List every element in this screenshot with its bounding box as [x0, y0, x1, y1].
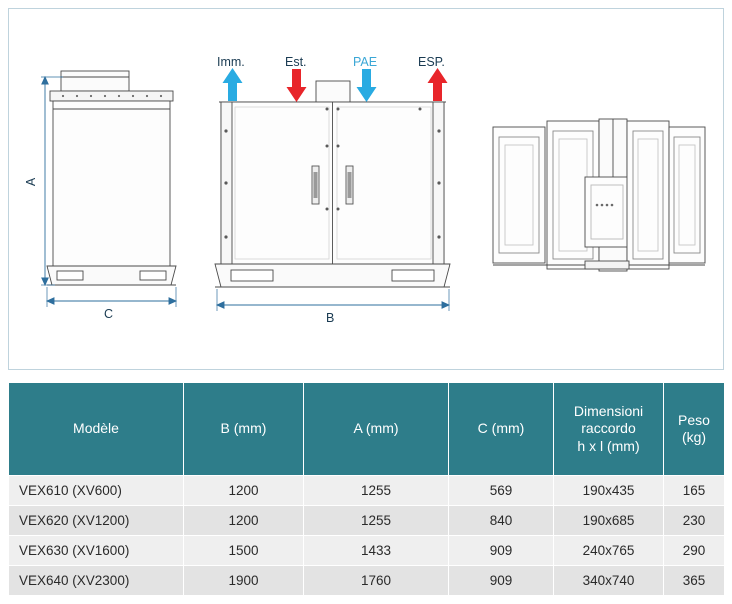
diagram-panel — [8, 8, 724, 370]
cell-model: VEX630 (XV1600) — [9, 536, 184, 566]
cell-a: 1760 — [304, 566, 449, 596]
cell-raccordo: 190x685 — [554, 506, 664, 536]
cell-c: 569 — [449, 476, 554, 506]
header-line: Dimensioni — [573, 402, 644, 419]
column-header-model — [9, 383, 184, 476]
dimension-label-c: C — [104, 307, 114, 321]
header-line: C (mm) — [477, 420, 525, 437]
table-row — [9, 506, 725, 536]
header-line: B (mm) — [220, 420, 267, 437]
header-line: (kg) — [681, 429, 707, 445]
header-line: Peso — [678, 411, 710, 428]
table-header-row — [9, 383, 725, 476]
flow-label-est: Est. — [285, 55, 307, 69]
dimension-label-b: B — [326, 311, 335, 325]
specifications-table — [8, 382, 725, 596]
arrow-esp-red-up — [428, 68, 448, 101]
table-row — [9, 536, 725, 566]
cell-model: VEX620 (XV1200) — [9, 506, 184, 536]
cell-peso: 165 — [664, 476, 725, 506]
column-header-b — [184, 383, 304, 476]
dimension-label-a: A — [24, 177, 39, 187]
cell-model: VEX640 (XV2300) — [9, 566, 184, 596]
cell-peso: 290 — [664, 536, 725, 566]
arrow-est-red-down — [287, 69, 307, 102]
cell-peso: 230 — [664, 506, 725, 536]
column-header-c — [449, 383, 554, 476]
cell-b: 1900 — [184, 566, 304, 596]
cell-b: 1500 — [184, 536, 304, 566]
cell-a: 1255 — [304, 476, 449, 506]
table-row — [9, 476, 725, 506]
header-line: raccordo — [581, 420, 636, 437]
cell-b: 1200 — [184, 476, 304, 506]
header-line: h x l (mm) — [577, 437, 640, 454]
cell-raccordo: 240x765 — [554, 536, 664, 566]
side-view-drawing — [47, 71, 176, 285]
component-view-drawing — [493, 119, 705, 271]
flow-label-esp: ESP. — [418, 55, 445, 69]
table-row — [9, 566, 725, 596]
cell-model: VEX610 (XV600) — [9, 476, 184, 506]
header-line: A (mm) — [353, 420, 399, 437]
dimension-b — [217, 289, 449, 311]
flow-label-pae: PAE — [353, 55, 378, 69]
cell-b: 1200 — [184, 506, 304, 536]
dimension-c — [47, 287, 176, 307]
cell-c: 909 — [449, 566, 554, 596]
cell-a: 1255 — [304, 506, 449, 536]
cell-raccordo: 190x435 — [554, 476, 664, 506]
front-view-drawing — [215, 81, 450, 287]
flow-label-imm: Imm. — [217, 55, 245, 69]
column-header-a — [304, 383, 449, 476]
header-line: Modèle — [73, 420, 119, 437]
cell-c: 840 — [449, 506, 554, 536]
cell-c: 909 — [449, 536, 554, 566]
cell-a: 1433 — [304, 536, 449, 566]
column-header-dimensioni-raccordo — [554, 383, 664, 476]
arrow-imm-blue-up — [223, 68, 243, 101]
column-header-peso — [664, 383, 725, 476]
cell-raccordo: 340x740 — [554, 566, 664, 596]
arrow-pae-blue-down — [357, 69, 377, 102]
cell-peso: 365 — [664, 566, 725, 596]
